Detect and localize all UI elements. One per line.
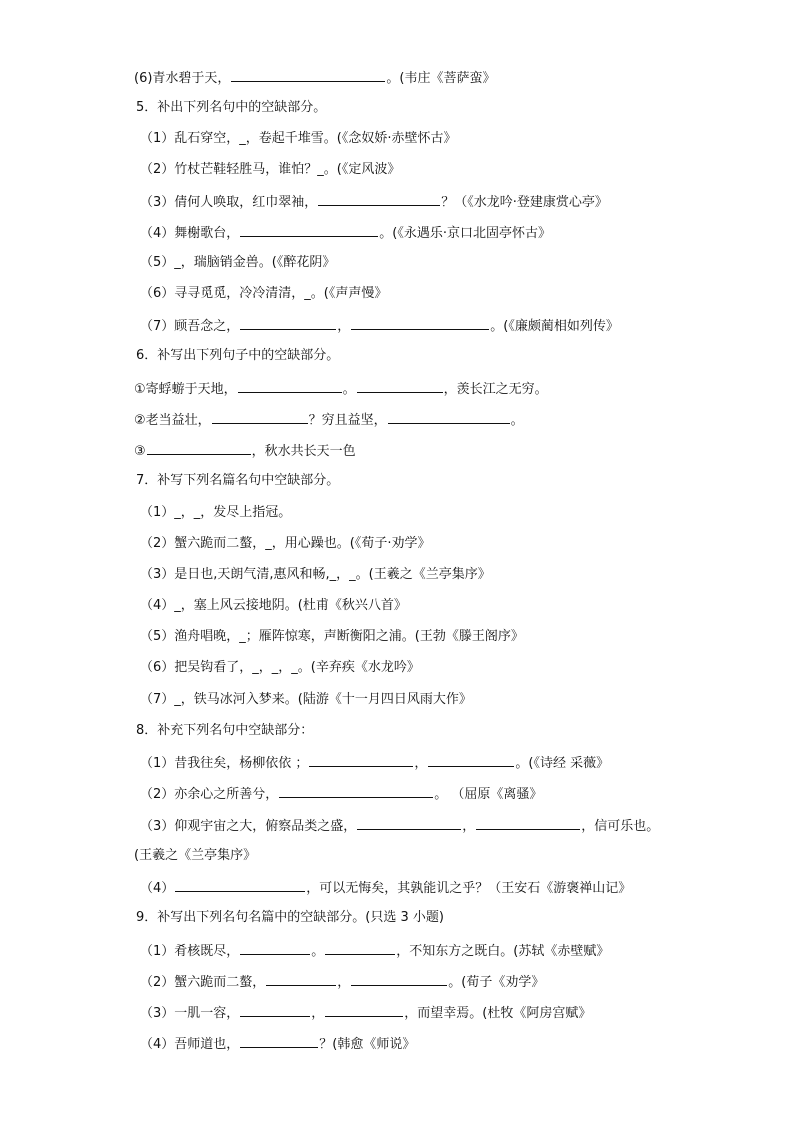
answer-blank[interactable]	[147, 441, 251, 455]
q6-item-3	[134, 441, 356, 459]
q6-heading: 6．补写出下列句子中的空缺部分。	[136, 348, 340, 363]
answer-blank[interactable]	[357, 816, 461, 830]
q7-heading: 7．补写下列名篇名句中空缺部分。	[136, 473, 340, 488]
q5-item-2: （2）竹杖芒鞋轻胜马，谁怕？_。(《定风波》	[140, 162, 401, 177]
text: （4）吾师道也，	[140, 1037, 240, 1052]
q8-item-2	[140, 784, 542, 802]
answer-blank[interactable]	[318, 192, 440, 206]
answer-blank[interactable]	[240, 1034, 318, 1048]
text: 。 （屈原《离骚》	[434, 787, 543, 802]
q9-item-3	[140, 1003, 591, 1021]
q8-item-4	[140, 878, 631, 896]
answer-blank[interactable]	[240, 1003, 310, 1017]
text: ②老当益壮，	[134, 413, 211, 428]
answer-blank[interactable]	[325, 1003, 403, 1017]
q5-item-5: （5）_，瑞脑销金兽。(《醉花阴》	[140, 255, 336, 270]
q9-item-2	[140, 972, 544, 990]
q7-item-6: （6）把吴钩看了，_，_，_。(辛弃疾《水龙吟》	[140, 660, 420, 675]
q9-heading: 9．补写出下列名句名篇中的空缺部分。(只选 3 小题)	[136, 910, 444, 925]
q5-item-3	[140, 192, 608, 210]
answer-blank[interactable]	[309, 753, 413, 767]
q5-item-7	[140, 316, 619, 334]
answer-blank[interactable]	[266, 972, 336, 986]
text: （4）舞榭歌台，	[140, 226, 240, 241]
text: （3）一肌一容，	[140, 1006, 240, 1021]
text: （7）顾吾念之，	[140, 319, 240, 334]
text: ③	[134, 444, 146, 459]
text: 。	[311, 944, 325, 959]
text: ，	[311, 1006, 325, 1021]
text: (6)青水碧于天，	[134, 71, 231, 86]
q7-item-5: （5）渔舟唱晚，_；雁阵惊寒，声断衡阳之浦。(王勃《滕王阁序》	[140, 629, 524, 644]
text: ？(韩愈《师说》	[319, 1037, 416, 1052]
text: ，	[414, 756, 428, 771]
text: 。(韦庄《菩萨蛮》	[386, 71, 496, 86]
text: ，而望幸焉。(杜牧《阿房宫赋》	[404, 1006, 592, 1021]
answer-blank[interactable]	[428, 753, 514, 767]
q7-item-2: （2）蟹六跪而二螯，_，用心躁也。(《荀子·劝学》	[140, 536, 431, 551]
answer-blank[interactable]	[357, 379, 443, 393]
text: ，羡长江之无穷。	[443, 382, 548, 397]
text: （1）昔我往矣，杨柳依依 ；	[140, 756, 309, 771]
text: ①寄蜉蝣于天地，	[134, 382, 237, 397]
q8-item-3-source: (王羲之《兰亭集序》	[134, 848, 257, 863]
text: 。	[510, 413, 524, 428]
q7-item-7: （7）_，铁马冰河入梦来。(陆游《十一月四日风雨大作》	[140, 692, 472, 707]
text: 。(《诗经 采薇》	[515, 756, 610, 771]
text: 。(《廉颇蔺相如列传》	[490, 319, 619, 334]
q6-item-2	[134, 410, 524, 428]
q8-item-3	[140, 816, 659, 834]
answer-blank[interactable]	[325, 941, 395, 955]
q4-item-6	[134, 68, 496, 86]
answer-blank[interactable]	[212, 410, 308, 424]
q6-item-1	[134, 379, 548, 397]
answer-blank[interactable]	[240, 223, 378, 237]
text: （4）	[140, 881, 175, 896]
answer-blank[interactable]	[476, 816, 580, 830]
q9-item-4	[140, 1034, 415, 1052]
answer-blank[interactable]	[238, 379, 342, 393]
text: ？（《水龙吟·登建康赏心亭》	[441, 195, 608, 210]
q5-item-6: （6）寻寻觅觅，冷冷清清，_。(《声声慢》	[140, 286, 388, 301]
text: ，秋水共长天一色	[251, 444, 356, 459]
text: ，不知东方之既白。(苏轼《赤壁赋》	[396, 944, 610, 959]
text: ，信可乐也。	[581, 819, 660, 834]
answer-blank[interactable]	[351, 972, 447, 986]
answer-blank[interactable]	[388, 410, 510, 424]
q5-item-4	[140, 223, 551, 241]
q7-item-3: （3）是日也,天朗气清,惠风和畅,_，_。(王羲之《兰亭集序》	[140, 567, 491, 582]
text: ？穷且益坚，	[308, 413, 387, 428]
text: （2）蟹六跪而二螯，	[140, 975, 266, 990]
text: （3）倩何人唤取，红巾翠袖，	[140, 195, 318, 210]
q9-item-1	[140, 941, 609, 959]
answer-blank[interactable]	[231, 68, 385, 82]
text: ，	[337, 975, 351, 990]
q8-heading: 8．补充下列名句中空缺部分：	[136, 723, 314, 738]
q5-heading: 5．补出下列名句中的空缺部分。	[136, 100, 327, 115]
text: ，可以无悔矣，其孰能讥之乎？（王安石《游褒禅山记》	[306, 881, 632, 896]
text: ，	[462, 819, 476, 834]
q7-item-1: （1）_，_，发尽上指冠。	[140, 505, 292, 520]
text: 。(《永遇乐·京口北固亭怀古》	[379, 226, 551, 241]
text: （3）仰观宇宙之大，俯察品类之盛，	[140, 819, 357, 834]
answer-blank[interactable]	[175, 878, 305, 892]
q5-item-1: （1）乱石穿空，_，卷起千堆雪。(《念奴娇·赤壁怀古》	[140, 131, 457, 146]
answer-blank[interactable]	[279, 784, 433, 798]
text: ，	[337, 319, 351, 334]
q7-item-4: （4）_，塞上风云接地阴。(杜甫《秋兴八首》	[140, 598, 407, 613]
answer-blank[interactable]	[351, 316, 489, 330]
q8-item-1	[140, 753, 609, 771]
answer-blank[interactable]	[240, 316, 336, 330]
text: （1）肴核既尽，	[140, 944, 240, 959]
text: 。	[342, 382, 356, 397]
text: （2）亦余心之所善兮，	[140, 787, 279, 802]
answer-blank[interactable]	[240, 941, 310, 955]
text: 。(荀子《劝学》	[448, 975, 545, 990]
